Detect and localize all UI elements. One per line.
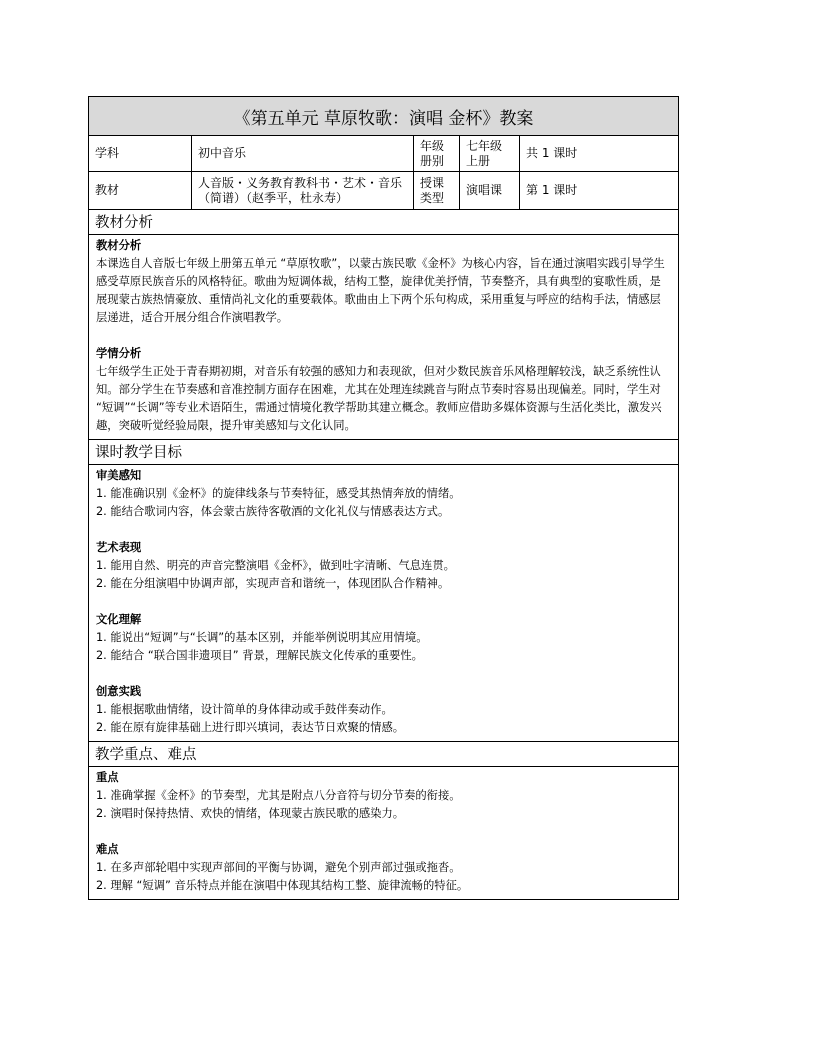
objective-item: 2. 能结合 “联合国非遗项目” 背景，理解民族文化传承的重要性。 [96,649,423,662]
analysis-section [89,210,678,440]
keypoint-item: 2. 演唱时保持热情、欢快的情绪，体现蒙古族民歌的感染力。 [96,807,405,820]
objective-item: 2. 能结合歌词内容，体会蒙古族待客敬酒的文化礼仪与情感表达方式。 [96,505,450,518]
objective-group-title: 文化理解 [96,613,142,626]
keypoint-item: 1. 在多声部轮唱中实现声部间的平衡与协调，避免个别声部过强或拖沓。 [96,861,461,874]
objective-item: 1. 能准确识别《金杯》的旋律线条与节奏特征，感受其热情奔放的情绪。 [96,487,461,500]
objective-item: 2. 能在原有旋律基础上进行即兴填词，表达节日欢聚的情感。 [96,721,405,734]
objective-item: 1. 能用自然、明亮的声音完整演唱《金杯》，做到吐字清晰、气息连贯。 [96,559,455,572]
objective-item: 1. 能说出“短调”与“长调”的基本区别，并能举例说明其应用情境。 [96,631,428,644]
material-text: 本课选自人音版七年级上册第五单元 “草原牧歌”，以蒙古族民歌《金杯》为核心内容，旨在通过演唱实践引导学生感受草原民族音乐的风格特征。歌曲为短调体裁，结构工整，旋律优美抒情，节奏整齐，具有典型的宴歌性质，是展现蒙古族热情豪放、重情尚礼文化的重要载体。歌曲由上下两个乐句构成，采用重复与呼应的结构手法，情感层层递进，适合开展分组合作演唱教学。 [96,257,665,324]
learner-subtitle: 学情分析 [96,347,142,360]
keypoint-item: 1. 准确掌握《金杯》的节奏型，尤其是附点八分音符与切分节奏的衔接。 [96,789,461,802]
keypoint-group-title: 难点 [96,843,119,856]
keypoint-group-title: 重点 [96,771,119,784]
textbook-value: 人音版・义务教育教科书・艺术・音乐（简谱）（赵季平，杜永寿） [192,172,414,210]
analysis-heading: 教材分析 [89,210,678,235]
material-subtitle: 教材分析 [96,239,142,252]
lesson-plan-table [88,96,679,900]
objectives-section [89,440,678,742]
hours-value: 共 1 课时 [520,136,678,172]
objective-group-title: 艺术表现 [96,541,142,554]
objective-item: 1. 能根据歌曲情绪，设计简单的身体律动或手鼓伴奏动作。 [96,703,393,716]
learner-text: 七年级学生正处于青春期初期，对音乐有较强的感知力和表现欲，但对少数民族音乐风格理解较浅，缺乏系统性认知。部分学生在节奏感和音准控制方面存在困难，尤其在处理连续跳音与附点节奏时容易出现偏差。同时，学生对 “短调”“长调”等专业术语陌生，需通过情境化教学帮助其建立概念。教师应借助多媒体资源与生活化类比，激发兴趣，突破听觉经验局限，提升审美感知与文化认同。 [96,365,662,432]
lesson-value: 第 1 课时 [520,172,678,210]
subject-value: 初中音乐 [192,136,414,172]
objective-group-title: 创意实践 [96,685,142,698]
document-title: 《第五单元 草原牧歌：演唱 金杯》教案 [89,97,678,136]
info-grid [89,136,678,210]
type-label: 授课类型 [414,172,460,210]
keypoint-item: 2. 理解 “短调” 音乐特点并能在演唱中体现其结构工整、旋律流畅的特征。 [96,879,469,892]
textbook-label: 教材 [89,172,192,210]
subject-label: 学科 [89,136,192,172]
objective-item: 2. 能在分组演唱中协调声部，实现声音和谐统一，体现团队合作精神。 [96,577,450,590]
objectives-heading: 课时教学目标 [89,440,678,465]
type-value: 演唱课 [460,172,520,210]
grade-label: 年级册别 [414,136,460,172]
grade-value: 七年级上册 [460,136,520,172]
keypoints-heading: 教学重点、难点 [89,742,678,767]
keypoints-section [89,742,678,899]
objective-group-title: 审美感知 [96,469,142,482]
